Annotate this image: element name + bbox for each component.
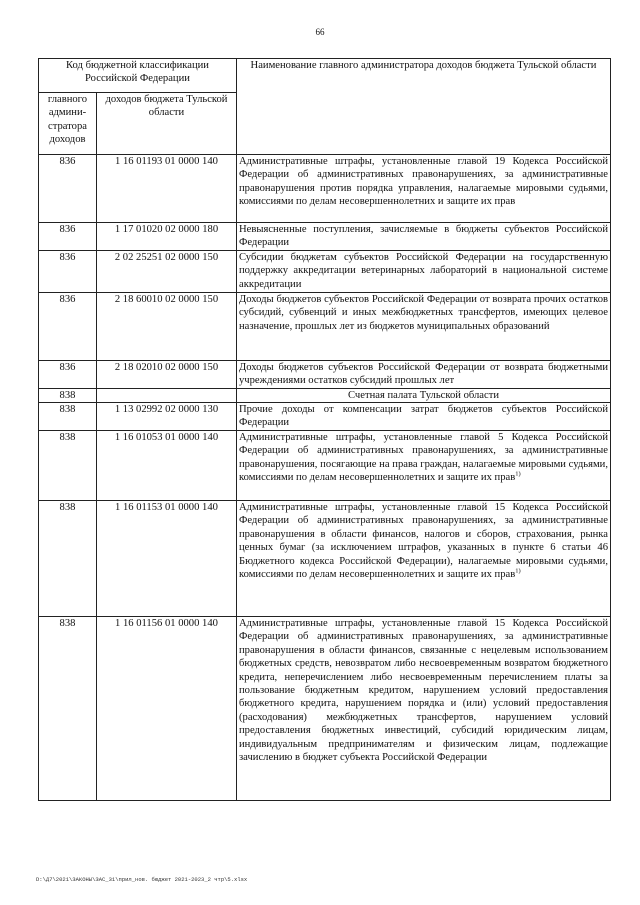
description-cell — [237, 403, 611, 431]
admin-code-cell: 836 — [39, 360, 97, 388]
description-text: Административные штрафы, установленные главой 5 Кодекса Российской Федерации об административных правонарушениях, за административные правонарушения, посягающие на права граждан, налагаемые мировыми судьями, комиссиями по делам несовершеннолетних и защите их прав — [239, 432, 608, 484]
income-code-cell: 1 17 01020 02 0000 180 — [97, 223, 237, 251]
name-column-header: Наименование главного администратора доходов бюджета Тульской области — [237, 59, 611, 155]
table-row — [39, 501, 611, 617]
kbk-group-header: Код бюджетной классификации Российской Федерации — [39, 59, 237, 93]
table-row — [39, 155, 611, 223]
admin-code-cell: 838 — [39, 431, 97, 501]
table-row — [39, 403, 611, 431]
table-row — [39, 250, 611, 292]
description-text: Административные штрафы, установленные главой 15 Кодекса Российской Федерации об административных правонарушениях, за административные правонарушения в области финансов, налогов и сборов, страхования, рынка ценных бумаг (за исключением штрафов, указанных в пункте 6 статьи 46 Бюджетного кодекса Российской Федерации), налагаемые мировыми судьями, комиссиями по делам несовершеннолетних и защите их прав — [239, 502, 608, 581]
description-cell — [237, 501, 611, 617]
description-text: Невыясненные поступления, зачисляемые в бюджеты субъектов Российской Федерации — [239, 224, 608, 249]
income-code-cell: 1 16 01156 01 0000 140 — [97, 617, 237, 801]
file-path-footer: D:\Д7\2021\ЗАКОНЫ\ЗАС_31\прил_нов. бюджет 2021-2023_2 чтр\5.xlsx — [36, 876, 248, 883]
description-text: Прочие доходы от компенсации затрат бюджетов субъектов Российской Федерации — [239, 404, 608, 429]
income-code-cell: 2 02 25251 02 0000 150 — [97, 250, 237, 292]
income-code-cell: 1 16 01193 01 0000 140 — [97, 155, 237, 223]
admin-code-cell: 838 — [39, 501, 97, 617]
description-text: Административные штрафы, установленные главой 15 Кодекса Российской Федерации об административных правонарушениях, за административные правонарушения в области финансов, связанные с нецелевым использованием бюджетных средств, невозвратом либо несвоевременным возвратом бюджетного кредита, неперечислением либо несвоевременным перечислением платы за пользование бюджетным кредитом, нарушением условий предоставления бюджетного кредита, нарушением порядка и (или) условий предоставления (расходования) межбюджетных трансфертов, нарушением условий предоставления бюджетных инвестиций, субсидий юридическим лицам, индивидуальным предпринимателям и физическим лицам, подлежащие зачислению в бюджет субъекта Российской Федерации — [239, 618, 608, 764]
administrator-name-cell — [237, 388, 611, 402]
description-text: Доходы бюджетов субъектов Российской Федерации от возврата прочих остатков субсидий, субвенций и иных межбюджетных трансфертов, имеющих целевое назначение, прошлых лет из бюджетов муниципальных образований — [239, 293, 608, 332]
admin-code-cell: 838 — [39, 403, 97, 431]
table-body — [39, 155, 611, 801]
admin-code-cell: 838 — [39, 617, 97, 801]
income-code-cell: 2 18 60010 02 0000 150 — [97, 292, 237, 360]
description-cell — [237, 250, 611, 292]
description-cell — [237, 360, 611, 388]
income-column-header: доходов бюджета Тульской области — [97, 93, 237, 155]
table-row — [39, 431, 611, 501]
footnote-marker: 1) — [515, 567, 521, 575]
description-text: Субсидии бюджетам субъектов Российской Федерации на государственную поддержку аккредитации ветеринарных лабораторий в национальной системе аккредитации — [239, 251, 608, 290]
description-text: Счетная палата Тульской области — [348, 389, 499, 401]
admin-code-cell: 836 — [39, 292, 97, 360]
table-row — [39, 360, 611, 388]
admin-code-cell: 836 — [39, 155, 97, 223]
description-cell — [237, 617, 611, 801]
table-row — [39, 617, 611, 801]
admin-code-cell: 836 — [39, 250, 97, 292]
income-code-cell: 1 13 02992 02 0000 130 — [97, 403, 237, 431]
income-code-cell: 1 16 01053 01 0000 140 — [97, 431, 237, 501]
section-heading-row — [39, 388, 611, 402]
table-row — [39, 223, 611, 251]
description-cell — [237, 223, 611, 251]
header-row-top — [39, 59, 611, 93]
admin-column-header: главного админи-стратора доходов — [39, 93, 97, 155]
description-text: Доходы бюджетов субъектов Российской Федерации от возврата бюджетными учреждениями остатков субсидий прошлых лет — [239, 361, 608, 387]
income-code-cell: 2 18 02010 02 0000 150 — [97, 360, 237, 388]
admin-code-cell: 836 — [39, 223, 97, 251]
footnote-marker: 1) — [515, 470, 521, 478]
description-cell — [237, 155, 611, 223]
description-text: Административные штрафы, установленные главой 19 Кодекса Российской Федерации об административных правонарушениях, за административные правонарушения против порядка управления, налагаемые мировыми судьями, комиссиями по делам несовершеннолетних и защите их прав — [239, 156, 608, 208]
income-code-cell — [97, 388, 237, 402]
revenue-administrators-table — [38, 58, 611, 801]
income-code-cell: 1 16 01153 01 0000 140 — [97, 501, 237, 617]
admin-code-cell: 838 — [39, 388, 97, 402]
table-row — [39, 292, 611, 360]
page-number: 66 — [315, 27, 325, 37]
description-cell — [237, 292, 611, 360]
description-cell — [237, 431, 611, 501]
